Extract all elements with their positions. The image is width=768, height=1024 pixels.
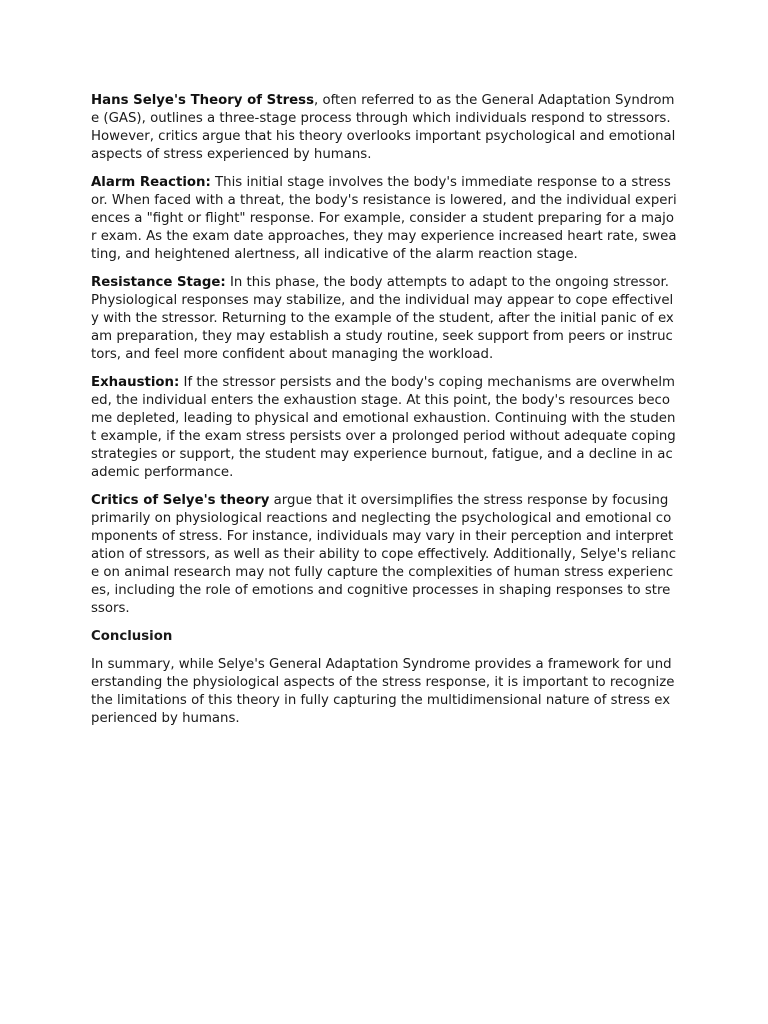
exhaustion-text: If the stressor persists and the body's coping mechanisms are overwhelmed, the individual enters the exhaustion stage. At this point, the body's resources become depleted, leading to physical and emotional exhaustion. Continuing with the student example, if the exam stress persists over a prolonged period without adequate coping strategies or support, the student may experience burnout, fatigue, and a decline in academic performance. (91, 375, 676, 480)
intro-paragraph (91, 92, 677, 164)
alarm-paragraph (91, 174, 677, 264)
resistance-text: In this phase, the body attempts to adapt to the ongoing stressor. Physiological responses may stabilize, and the individual may appear to cope effectively with the stressor. Returning to the example of the student, after the initial panic of exam preparation, they may establish a study routine, seek support from peers or instructors, and feel more confident about managing the workload. (91, 275, 674, 362)
critics-lead: Critics of Selye's theory (91, 493, 270, 508)
exhaustion-paragraph (91, 374, 677, 482)
conclusion-heading: Conclusion (91, 629, 173, 644)
resistance-lead: Resistance Stage: (91, 275, 226, 290)
intro-text: , often referred to as the General Adaptation Syndrome (GAS), outlines a three-stage process through which individuals respond to stressors. However, critics argue that his theory overlooks important psychological and emotional aspects of stress experienced by humans. (91, 93, 676, 162)
intro-lead: Hans Selye's Theory of Stress (91, 93, 314, 108)
conclusion-paragraph: In summary, while Selye's General Adaptation Syndrome provides a framework for understanding the physiological aspects of the stress response, it is important to recognize the limitations of this theory in fully capturing the multidimensional nature of stress experienced by humans. (91, 657, 675, 726)
exhaustion-lead: Exhaustion: (91, 375, 180, 390)
alarm-lead: Alarm Reaction: (91, 175, 211, 190)
document-body (91, 92, 677, 738)
resistance-paragraph (91, 274, 677, 364)
critics-text: argue that it oversimplifies the stress response by focusing primarily on physiological reactions and neglecting the psychological and emotional components of stress. For instance, individuals may vary in their perception and interpretation of stressors, as well as their ability to cope effectively. Additionally, Selye's reliance on animal research may not fully capture the complexities of human stress experiences, including the role of emotions and cognitive processes in shaping responses to stressors. (91, 493, 677, 616)
critics-paragraph (91, 492, 677, 618)
alarm-text: This initial stage involves the body's immediate response to a stressor. When faced with a threat, the body's resistance is lowered, and the individual experiences a "fight or flight" response. For example, consider a student preparing for a major exam. As the exam date approaches, they may experience increased heart rate, sweating, and heightened alertness, all indicative of the alarm reaction stage. (91, 175, 677, 262)
